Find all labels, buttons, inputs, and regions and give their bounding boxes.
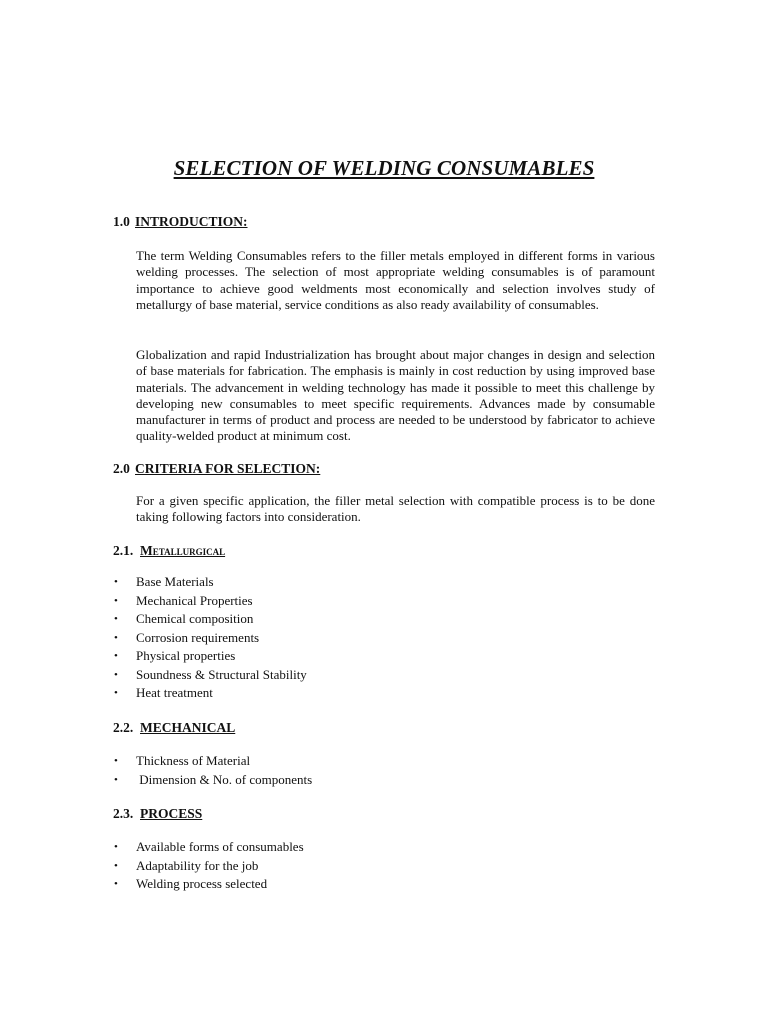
metallurgical-list (113, 573, 307, 703)
list-item: • Thickness of Material (113, 752, 312, 771)
page-title: SELECTION OF WELDING CONSUMABLES (173, 156, 595, 180)
section-number: 1.0 (113, 214, 130, 229)
intro-paragraph-2: Globalization and rapid Industrialization has brought about major changes in design and selection of base materials for fabrication. The emphasis is mainly in cost reduction by using improved base materials. The advancement in welding technology has made it possible to meet this challenge by developing new consumables to meet specific requirements. Advances made by consumable manufacturer in terms of product and process are needed to be understood by fabricator to achieve quality-welded product at minimum cost. (136, 347, 655, 444)
bullet-icon: • (114, 576, 118, 588)
bullet-icon: • (114, 878, 118, 890)
section-number: 2.2. (113, 720, 134, 735)
section-heading-introduction (113, 214, 248, 230)
bullet-icon: • (114, 859, 118, 872)
section-number: 2.1. (113, 543, 134, 558)
section-number: 2.3. (113, 806, 134, 821)
section-heading-criteria (113, 461, 320, 477)
criteria-paragraph: For a given specific application, the filler metal selection with compatible process is to be done taking following factors into consideration. (136, 493, 655, 525)
list-item: • Soundness & Structural Stability (113, 666, 307, 685)
bullet-icon: • (114, 650, 118, 662)
list-item: • Dimension & No. of components (113, 771, 312, 790)
section-heading-process (113, 806, 202, 822)
list-item: • Physical properties (113, 647, 307, 666)
bullet-icon: • (114, 841, 118, 853)
list-item: • Welding process selected (113, 875, 304, 894)
section-number: 2.0 (113, 461, 130, 476)
bullet-icon: • (114, 594, 118, 607)
list-item: • Chemical composition (113, 610, 307, 629)
bullet-icon: • (114, 687, 118, 699)
list-item: • Heat treatment (113, 684, 307, 703)
list-item: • Available forms of consumables (113, 838, 304, 857)
bullet-icon: • (114, 631, 118, 644)
bullet-icon: • (114, 668, 118, 681)
bullet-icon: • (114, 755, 118, 767)
intro-paragraph-1: The term Welding Consumables refers to the filler metals employed in different forms in various welding processes. The selection of most appropriate welding consumables is of paramount importance to achieve good weldments most economically and selection involves study of metallurgy of base material, service conditions as also ready availability of consumables. (136, 248, 655, 312)
section-heading-mechanical (113, 720, 235, 736)
bullet-icon: • (114, 613, 118, 625)
section-title: PROCESS (140, 806, 203, 821)
section-title: CRITERIA FOR SELECTION: (135, 461, 321, 476)
bullet-icon: • (114, 773, 118, 786)
list-item: • Adaptability for the job (113, 857, 304, 876)
list-item: • Base Materials (113, 573, 307, 592)
section-heading-metallurgical (113, 543, 225, 559)
section-title: INTRODUCTION: (135, 214, 248, 229)
mechanical-list (113, 752, 312, 789)
list-item: • Corrosion requirements (113, 629, 307, 648)
section-title: MECHANICAL (140, 720, 236, 735)
section-title: Metallurgical (140, 543, 226, 558)
list-item: • Mechanical Properties (113, 592, 307, 611)
process-list (113, 838, 304, 894)
